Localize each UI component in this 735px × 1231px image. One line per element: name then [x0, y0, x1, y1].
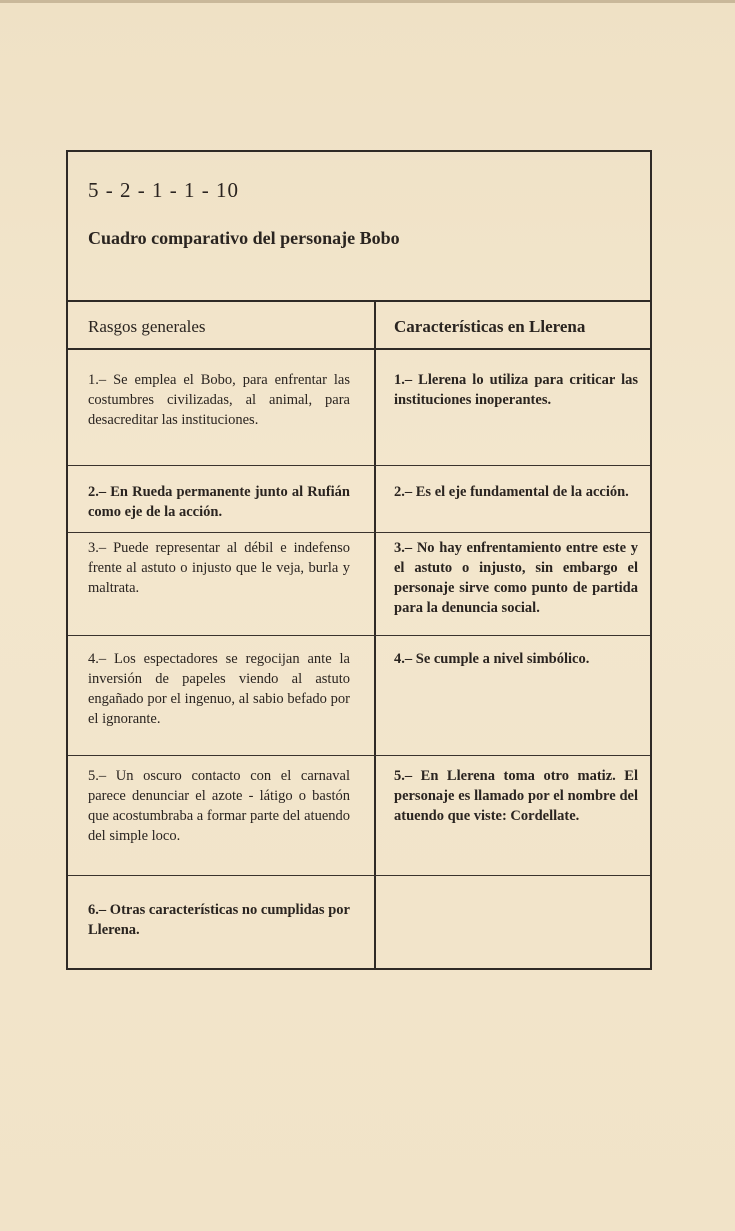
row-separator: [68, 532, 650, 533]
row-2-llerena-trait: 2.– Es el eje fundamental de la acción.: [394, 484, 629, 500]
row-3-llerena-trait: 3.– No hay enfrentamiento entre este y el astuto o injusto, sin embargo el personaje sirve como punto de partida para la denuncia social.: [394, 540, 638, 616]
top-edge-line: [0, 0, 735, 3]
comparison-table: [66, 150, 652, 970]
column-header-left: [68, 302, 374, 350]
row-separator: [68, 635, 650, 636]
row-4-general-trait: 4.– Los espectadores se regocijan ante la inversión de papeles viendo al astuto engañado por el ingenuo, al sabio befado por el ignorante.: [88, 651, 350, 727]
section-code: 5 - 2 - 1 - 1 - 10: [88, 178, 239, 202]
row-separator: [68, 465, 650, 466]
row-5-general-trait: 5.– Un oscuro contacto con el carnaval parece denunciar el azote - látigo o bastón que acostumbraba a formar parte del atuendo del simple loco.: [88, 768, 350, 844]
row-5-llerena-trait: 5.– En Llerena toma otro matiz. El personaje es llamado por el nombre del atuendo que viste: Cordellate.: [394, 768, 638, 824]
row-separator: [68, 755, 650, 756]
row-2-general-trait: 2.– En Rueda permanente junto al Rufián como eje de la acción.: [88, 484, 350, 520]
row-separator: [68, 875, 650, 876]
column-header-right: [376, 302, 650, 350]
row-1-llerena-trait: 1.– Llerena lo utiliza para criticar las instituciones inoperantes.: [394, 372, 638, 408]
row-1-general-trait: 1.– Se emplea el Bobo, para enfrentar las costumbres civilizadas, al animal, para desacreditar las instituciones.: [88, 372, 350, 428]
row-3-general-trait: 3.– Puede representar al débil e indefenso frente al astuto o injusto que le veja, burla y maltrata.: [88, 540, 350, 596]
table-title: Cuadro comparativo del personaje Bobo: [88, 228, 400, 248]
row-6-general-trait: 6.– Otras características no cumplidas por Llerena.: [88, 902, 350, 938]
row-4-llerena-trait: 4.– Se cumple a nivel simbólico.: [394, 651, 590, 667]
column-header-left-label: Rasgos generales: [88, 317, 206, 336]
table-header-box: [68, 152, 650, 302]
column-header-right-label: Características en Llerena: [394, 317, 586, 336]
